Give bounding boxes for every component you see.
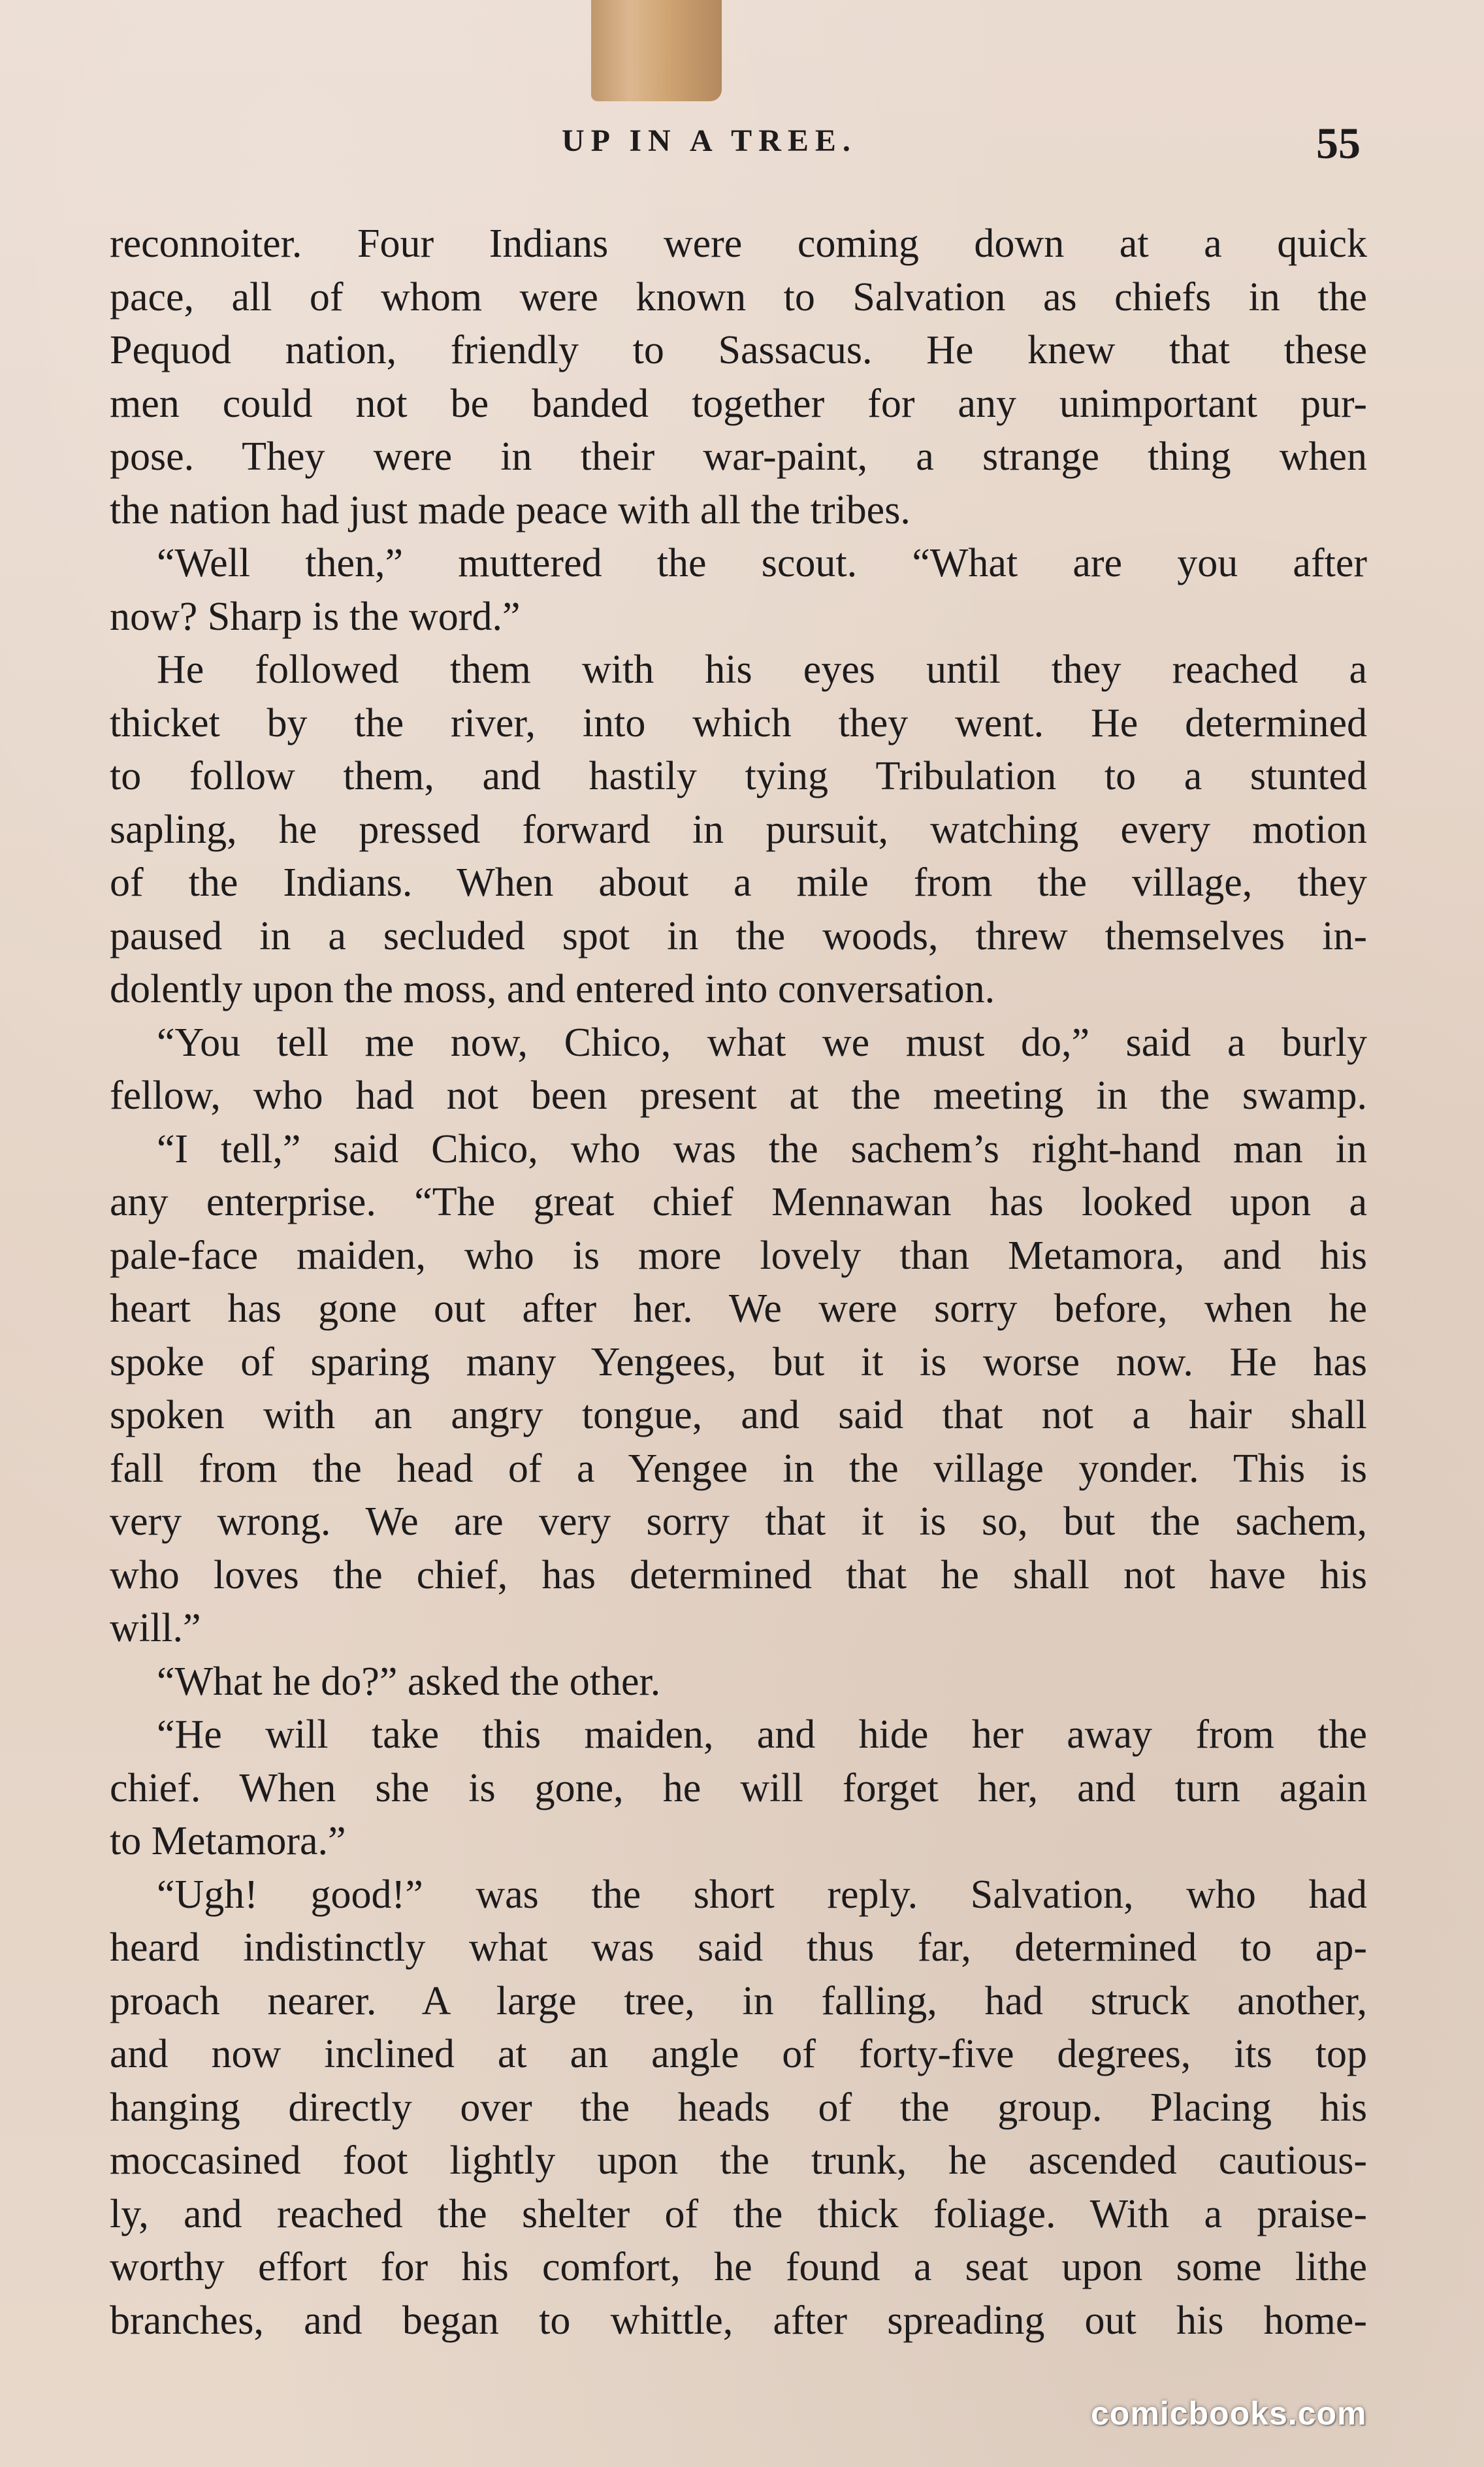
text-line: of the Indians. When about a mile from the village, they [110, 860, 1367, 905]
text-line: ly, and reached the shelter of the thick foliage. With a praise- [110, 2191, 1367, 2236]
text-line: to follow them, and hastily tying Tribulation to a stunted [110, 754, 1367, 798]
text-line: dolently upon the moss, and entered into conversation. [110, 967, 995, 1011]
text-line: and now inclined at an angle of forty-five degrees, its top [110, 2032, 1367, 2076]
tape-strip [591, 0, 722, 101]
text-line: “Ugh! good!” was the short reply. Salvation, who had [157, 1872, 1367, 1917]
text-line: now? Sharp is the word.” [110, 594, 521, 639]
watermark-logo: comicbooks.com [1091, 2395, 1367, 2432]
text-line: worthy effort for his comfort, he found a seat upon some lithe [110, 2245, 1367, 2289]
text-line: men could not be banded together for any unimportant pur- [110, 381, 1367, 426]
text-line: “I tell,” said Chico, who was the sachem’s right-hand man in [157, 1126, 1367, 1171]
text-line: moccasined foot lightly upon the trunk, he ascended cautious- [110, 2138, 1367, 2183]
text-line: branches, and began to whittle, after spreading out his home- [110, 2298, 1367, 2343]
text-line: pose. They were in their war-paint, a strange thing when [110, 434, 1367, 479]
text-line: will.” [110, 1606, 201, 1650]
text-line: heart has gone out after her. We were sorry before, when he [110, 1286, 1367, 1331]
text-line: very wrong. We are very sorry that it is so, but the sachem, [110, 1499, 1367, 1544]
text-line: the nation had just made peace with all the tribes. [110, 487, 911, 532]
text-line: who loves the chief, has determined that he shall not have his [110, 1552, 1367, 1597]
text-line: hanging directly over the heads of the group. Placing his [110, 2085, 1367, 2130]
text-line: reconnoiter. Four Indians were coming down at a quick [110, 221, 1367, 266]
text-line: pace, all of whom were known to Salvation as chiefs in the [110, 274, 1367, 319]
text-line: Pequod nation, friendly to Sassacus. He knew that these [110, 328, 1367, 372]
page-header [0, 118, 1484, 176]
text-line: paused in a secluded spot in the woods, threw themselves in- [110, 913, 1367, 958]
text-line: spoken with an angry tongue, and said that not a hair shall [110, 1393, 1367, 1437]
text-line: fellow, who had not been present at the meeting in the swamp. [110, 1073, 1367, 1118]
page-number: 55 [1316, 118, 1361, 168]
text-line: “What he do?” asked the other. [157, 1659, 661, 1704]
text-line: “Well then,” muttered the scout. “What are you after [157, 541, 1367, 585]
text-line: to Metamora.” [110, 1819, 346, 1863]
text-line: “He will take this maiden, and hide her away from the [157, 1712, 1367, 1757]
text-line: pale-face maiden, who is more lovely than Metamora, and his [110, 1233, 1367, 1278]
text-line: He followed them with his eyes until they reached a [157, 647, 1367, 692]
text-line: proach nearer. A large tree, in falling, had struck another, [110, 1978, 1367, 2023]
text-line: sapling, he pressed forward in pursuit, watching every motion [110, 807, 1367, 852]
body-text [110, 218, 1367, 2347]
running-title: UP IN A TREE. [562, 123, 857, 158]
text-line: “You tell me now, Chico, what we must do,” said a burly [157, 1020, 1367, 1065]
text-line: any enterprise. “The great chief Mennawan has looked upon a [110, 1180, 1367, 1224]
text-line: heard indistinctly what was said thus far, determined to ap- [110, 1925, 1367, 1970]
text-line: fall from the head of a Yengee in the village yonder. This is [110, 1446, 1367, 1491]
text-line: chief. When she is gone, he will forget her, and turn again [110, 1765, 1367, 1810]
text-line: thicket by the river, into which they went. He determined [110, 700, 1367, 745]
text-line: spoke of sparing many Yengees, but it is worse now. He has [110, 1339, 1367, 1384]
